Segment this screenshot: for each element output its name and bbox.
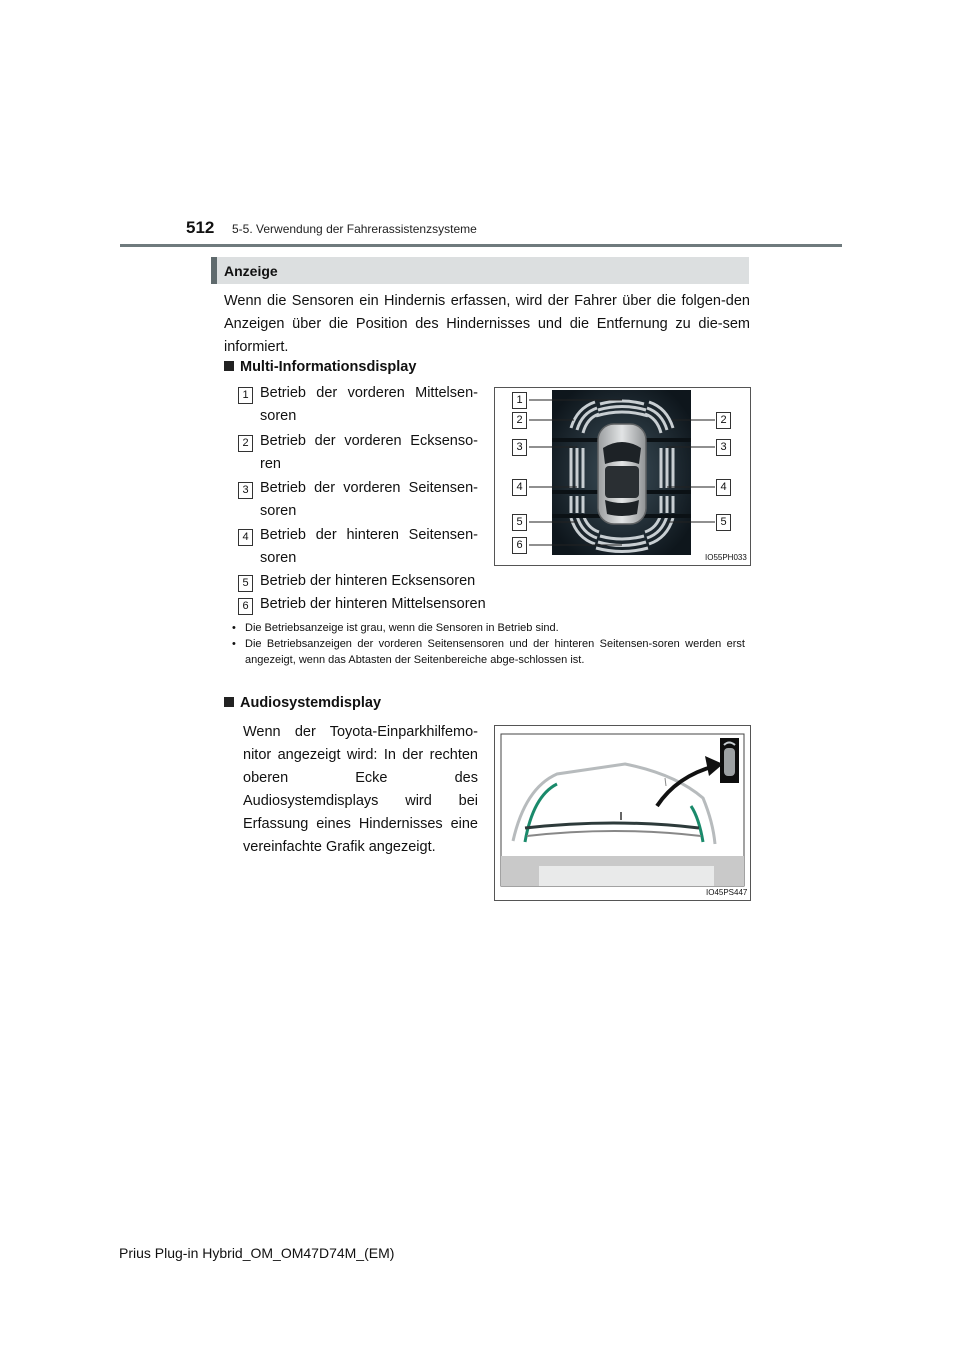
parking-sensor-illustration	[495, 388, 750, 565]
rear-camera-illustration	[495, 726, 750, 900]
figure-id: IO45PS447	[706, 888, 748, 897]
callout-number: 2	[716, 412, 731, 429]
subheading-multi-info-label: Multi-Informationsdisplay	[240, 359, 417, 375]
list-item-text: Betrieb der hinteren Seitensen-soren	[260, 527, 478, 566]
audio-description: Wenn der Toyota-Einparkhilfemo-nitor angezeigt wird: In der rechten oberen Ecke des Audiosystemdisplays wird bei Erfassung eines Hindernisses eine vereinfachte Grafik angezeigt.	[243, 724, 478, 855]
item-number: 3	[238, 482, 253, 499]
subheading-multi-info	[224, 359, 416, 375]
callout-number: 3	[512, 439, 527, 456]
callout-number: 4	[512, 479, 527, 496]
item-number: 4	[238, 529, 253, 546]
note-text: Die Betriebsanzeigen der vorderen Seitensensoren und der hinteren Seitensen-soren werden erst angezeigt, wenn das Abtasten der Seitenbereiche abge-schlossen ist.	[245, 638, 745, 666]
callout-number: 5	[716, 514, 731, 531]
square-bullet-icon	[224, 697, 234, 707]
callout-number: 1	[512, 392, 527, 409]
section-heading: Anzeige	[224, 263, 278, 279]
intro-paragraph: Wenn die Sensoren ein Hindernis erfassen, wird der Fahrer über die folgen-den Anzeigen über die Position des Hindernisses und die Entfernung zu die-sem informiert.	[224, 293, 750, 355]
list-item-text: Betrieb der hinteren Mittelsensoren	[260, 596, 486, 612]
callout-number: 3	[716, 439, 731, 456]
item-number: 2	[238, 435, 253, 452]
note-text: Die Betriebsanzeige ist grau, wenn die Sensoren in Betrieb sind.	[245, 622, 559, 634]
sensor-display-figure	[494, 387, 751, 566]
subheading-audio-label: Audiosystemdisplay	[240, 695, 382, 711]
callout-number: 2	[512, 412, 527, 429]
bullet-dot: •	[232, 622, 236, 634]
page-number: 512	[186, 218, 215, 237]
section-title: 5-5. Verwendung der Fahrerassistenzsysteme	[232, 222, 477, 236]
item-number: 1	[238, 387, 253, 404]
item-number: 5	[238, 575, 253, 592]
item-number: 6	[238, 598, 253, 615]
list-item-text: Betrieb der hinteren Ecksensoren	[260, 573, 476, 589]
callout-number: 4	[716, 479, 731, 496]
audio-display-figure	[494, 725, 751, 901]
list-item-text: Betrieb der vorderen Ecksenso-ren	[260, 433, 478, 472]
section-accent	[211, 257, 217, 284]
list-item-text: Betrieb der vorderen Mittelsen-soren	[260, 385, 478, 424]
callout-number: 5	[512, 514, 527, 531]
square-bullet-icon	[224, 361, 234, 371]
subheading-audio	[224, 695, 381, 711]
bullet-dot: •	[232, 638, 236, 650]
section-heading-bar	[211, 257, 749, 284]
figure-id: IO55PH033	[705, 553, 747, 562]
header-divider	[120, 244, 842, 247]
callout-number: 6	[512, 537, 527, 554]
list-item-text: Betrieb der vorderen Seitensen-soren	[260, 480, 478, 519]
footer-document-id: Prius Plug-in Hybrid_OM_OM47D74M_(EM)	[119, 1245, 395, 1261]
